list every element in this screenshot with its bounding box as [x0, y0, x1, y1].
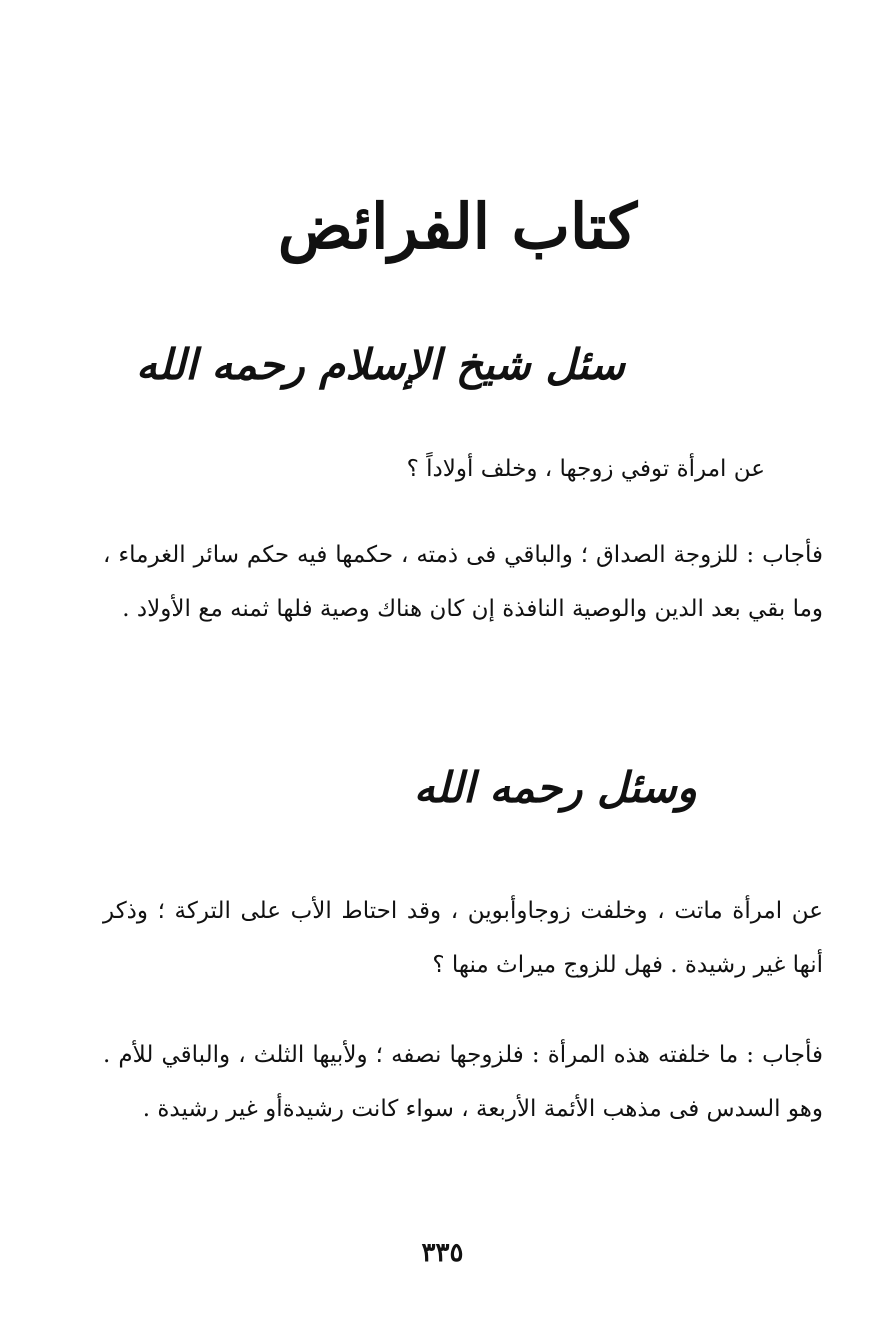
page-number: ٣٣٥ — [421, 1238, 464, 1268]
book-title: كتاب الفرائض — [277, 190, 638, 263]
answer-paragraph-2 — [103, 1028, 823, 1136]
answer-paragraph-1 — [103, 528, 823, 636]
answer-text-1: فأجاب : للزوجة الصداق ؛ والباقي فى ذمته ، حكمها فيه حكم سائر الغرماء ، وما بقي بعد الدين والوصية النافذة إن كان هناك وصية فلها ثمنه مع الأولاد . — [103, 542, 823, 622]
question-paragraph-1 — [85, 442, 765, 496]
question-paragraph-2 — [103, 884, 823, 992]
section-heading-2: وسئل رحمه الله — [413, 763, 697, 812]
question-text-2: عن امرأة ماتت ، وخلفت زوجاوأبوين ، وقد احتاط الأب على التركة ؛ وذكر أنها غير رشيدة . فهل للزوج ميراث منها ؟ — [103, 898, 823, 978]
question-text-1: عن امرأة توفي زوجها ، وخلف أولاداً ؟ — [406, 456, 765, 482]
section-heading-1: سئل شيخ الإسلام رحمه الله — [136, 340, 625, 389]
answer-text-2: فأجاب : ما خلفته هذه المرأة : فلزوجها نصفه ؛ ولأبيها الثلث ، والباقي للأم . وهو السدس فى مذهب الأئمة الأربعة ، سواء كانت رشيدةأو غير رشيدة . — [103, 1042, 823, 1122]
